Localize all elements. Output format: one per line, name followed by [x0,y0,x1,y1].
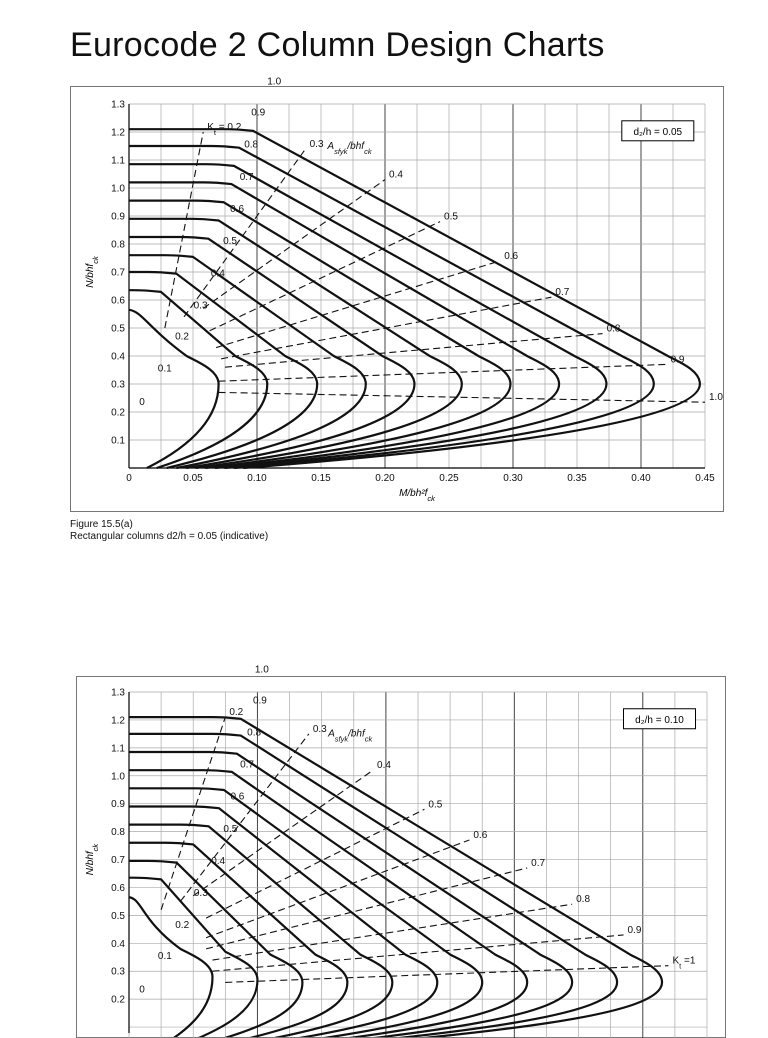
curve-series [129,182,559,468]
curve-family-label: $A_{sfyk}/bhf_{ck}$ [328,728,373,744]
curve-value-label: 0.3 [193,888,208,900]
y-axis-label: N/bhf$_{ck}$ [85,256,100,288]
y-tick-label: 1.0 [111,183,125,195]
y-tick-label: 0.3 [111,379,125,391]
y-tick-label: 1.1 [111,743,125,755]
kt-line-label: 0.9 [627,924,642,936]
y-tick-label: 0.9 [111,211,125,223]
curve-value-label: 0.7 [239,171,254,183]
kt-line-label: 0.3 [309,138,324,150]
kt-line-label: 0.4 [377,760,391,772]
kt-line-label: 0.3 [312,723,327,735]
y-tick-label: 1.3 [111,99,125,111]
curve-value-label: 0 [139,397,145,409]
kt-line-label: $K_t =1$ [672,955,696,971]
kt-line-label: $K_t = 0.2$ [207,122,242,137]
kt-dashed-line [219,364,667,381]
figure-caption [70,519,268,543]
curve-value-label: 0.5 [223,823,238,835]
x-tick-label: 0 [126,473,132,484]
kt-line-label: 0.7 [531,857,546,869]
x-tick-label: 0.05 [183,473,203,484]
curve-series [129,897,212,1038]
kt-line-label: 0.4 [389,169,403,181]
curve-series [129,290,267,468]
kt-line-label: 0.8 [576,894,591,906]
curve-value-label: 0.6 [230,791,245,803]
x-tick-label: 0.10 [247,473,267,484]
y-tick-label: 0.9 [111,799,125,811]
x-tick-label: 0.20 [375,473,395,484]
caption-description: Rectangular columns d2/h = 0.05 (indicative) [70,531,269,542]
y-tick-label: 0.8 [111,239,125,251]
kt-line-label: 1.0 [709,392,723,404]
kt-line-label: 0.9 [670,354,685,366]
page-title: Eurocode 2 Column Design Charts [70,26,605,64]
kt-line-label: 0.2 [229,707,244,719]
y-tick-label: 0.2 [111,407,125,419]
kt-dashed-line [219,392,705,402]
kt-dashed-line [225,966,668,983]
curve-value-label: 0.6 [230,204,245,215]
design-chart-a [70,76,724,512]
curve-value-label: 1.0 [254,664,269,676]
y-tick-label: 1.0 [111,771,125,783]
y-tick-label: 0.7 [111,267,125,279]
y-tick-label: 0.1 [111,435,125,447]
y-tick-label: 1.1 [111,155,125,167]
kt-line-label: 0.8 [606,323,621,335]
y-axis-label: N/bhf$_{ck}$ [85,843,100,876]
curve-value-label: 0.5 [223,236,237,248]
curve-value-label: 0 [139,984,145,996]
kt-dashed-line [206,868,527,949]
y-tick-label: 1.3 [111,687,125,699]
x-tick-label: 0.15 [311,473,331,484]
y-tick-label: 0.2 [111,994,125,1006]
curve-value-label: 0.2 [175,920,190,932]
curve-series [129,310,219,468]
curve-value-label: 0.7 [240,759,255,771]
x-tick-label: 0.45 [695,473,715,484]
y-tick-label: 0.8 [111,827,125,839]
curve-value-label: 0.3 [193,300,208,312]
y-tick-label: 1.2 [111,127,125,139]
y-tick-label: 0.4 [111,351,125,363]
kt-line-label: 0.7 [555,287,570,299]
x-tick-label: 0.25 [439,473,459,484]
x-axis-label: $M/bh^2f_{ck}$ [399,488,435,503]
curve-value-label: 0.8 [244,139,259,151]
chart-a-svg [71,76,723,511]
design-chart-b [76,664,726,1038]
curve-series [129,734,617,1038]
kt-line-label: 0.5 [444,211,458,223]
curve-series [129,126,700,468]
curve-value-label: 0.8 [247,727,262,739]
y-tick-label: 0.7 [111,855,125,867]
kt-line-label: 0.6 [473,829,488,841]
curve-value-label: 0.9 [252,695,267,707]
caption-figure-number: Figure 15.5(a) [70,519,133,530]
kt-line-label: 0.6 [504,250,519,262]
curve-value-label: 0.4 [210,268,225,280]
curve-value-label: 0.1 [157,950,172,962]
y-tick-label: 0.6 [111,882,125,894]
chart-b-svg [77,664,725,1037]
curve-value-label: 0.9 [251,107,266,119]
curve-family-label: $A_{sfyk}/bhf_{ck}$ [327,140,372,156]
curve-value-label: 0.2 [175,331,189,343]
curve-series [129,788,482,1038]
parameter-box-label: d₂/h = 0.10 [635,714,684,726]
curve-series [129,770,527,1038]
kt-dashed-line [225,334,603,368]
y-tick-label: 0.3 [111,966,125,978]
kt-line-label: 0.5 [428,799,443,811]
curve-value-label: 0.4 [211,855,226,867]
x-tick-label: 0.35 [567,473,587,484]
curve-series [129,717,662,1038]
y-tick-label: 0.4 [111,938,125,950]
x-tick-label: 0.40 [631,473,651,484]
curve-value-label: 0.1 [157,363,172,375]
parameter-box-label: d₂/h = 0.05 [633,126,683,138]
y-tick-label: 0.5 [111,910,125,922]
curve-value-label: 1.0 [267,76,282,88]
y-tick-label: 0.6 [111,295,125,307]
y-tick-label: 1.2 [111,715,125,727]
x-tick-label: 0.30 [503,473,523,484]
y-tick-label: 0.5 [111,323,125,335]
